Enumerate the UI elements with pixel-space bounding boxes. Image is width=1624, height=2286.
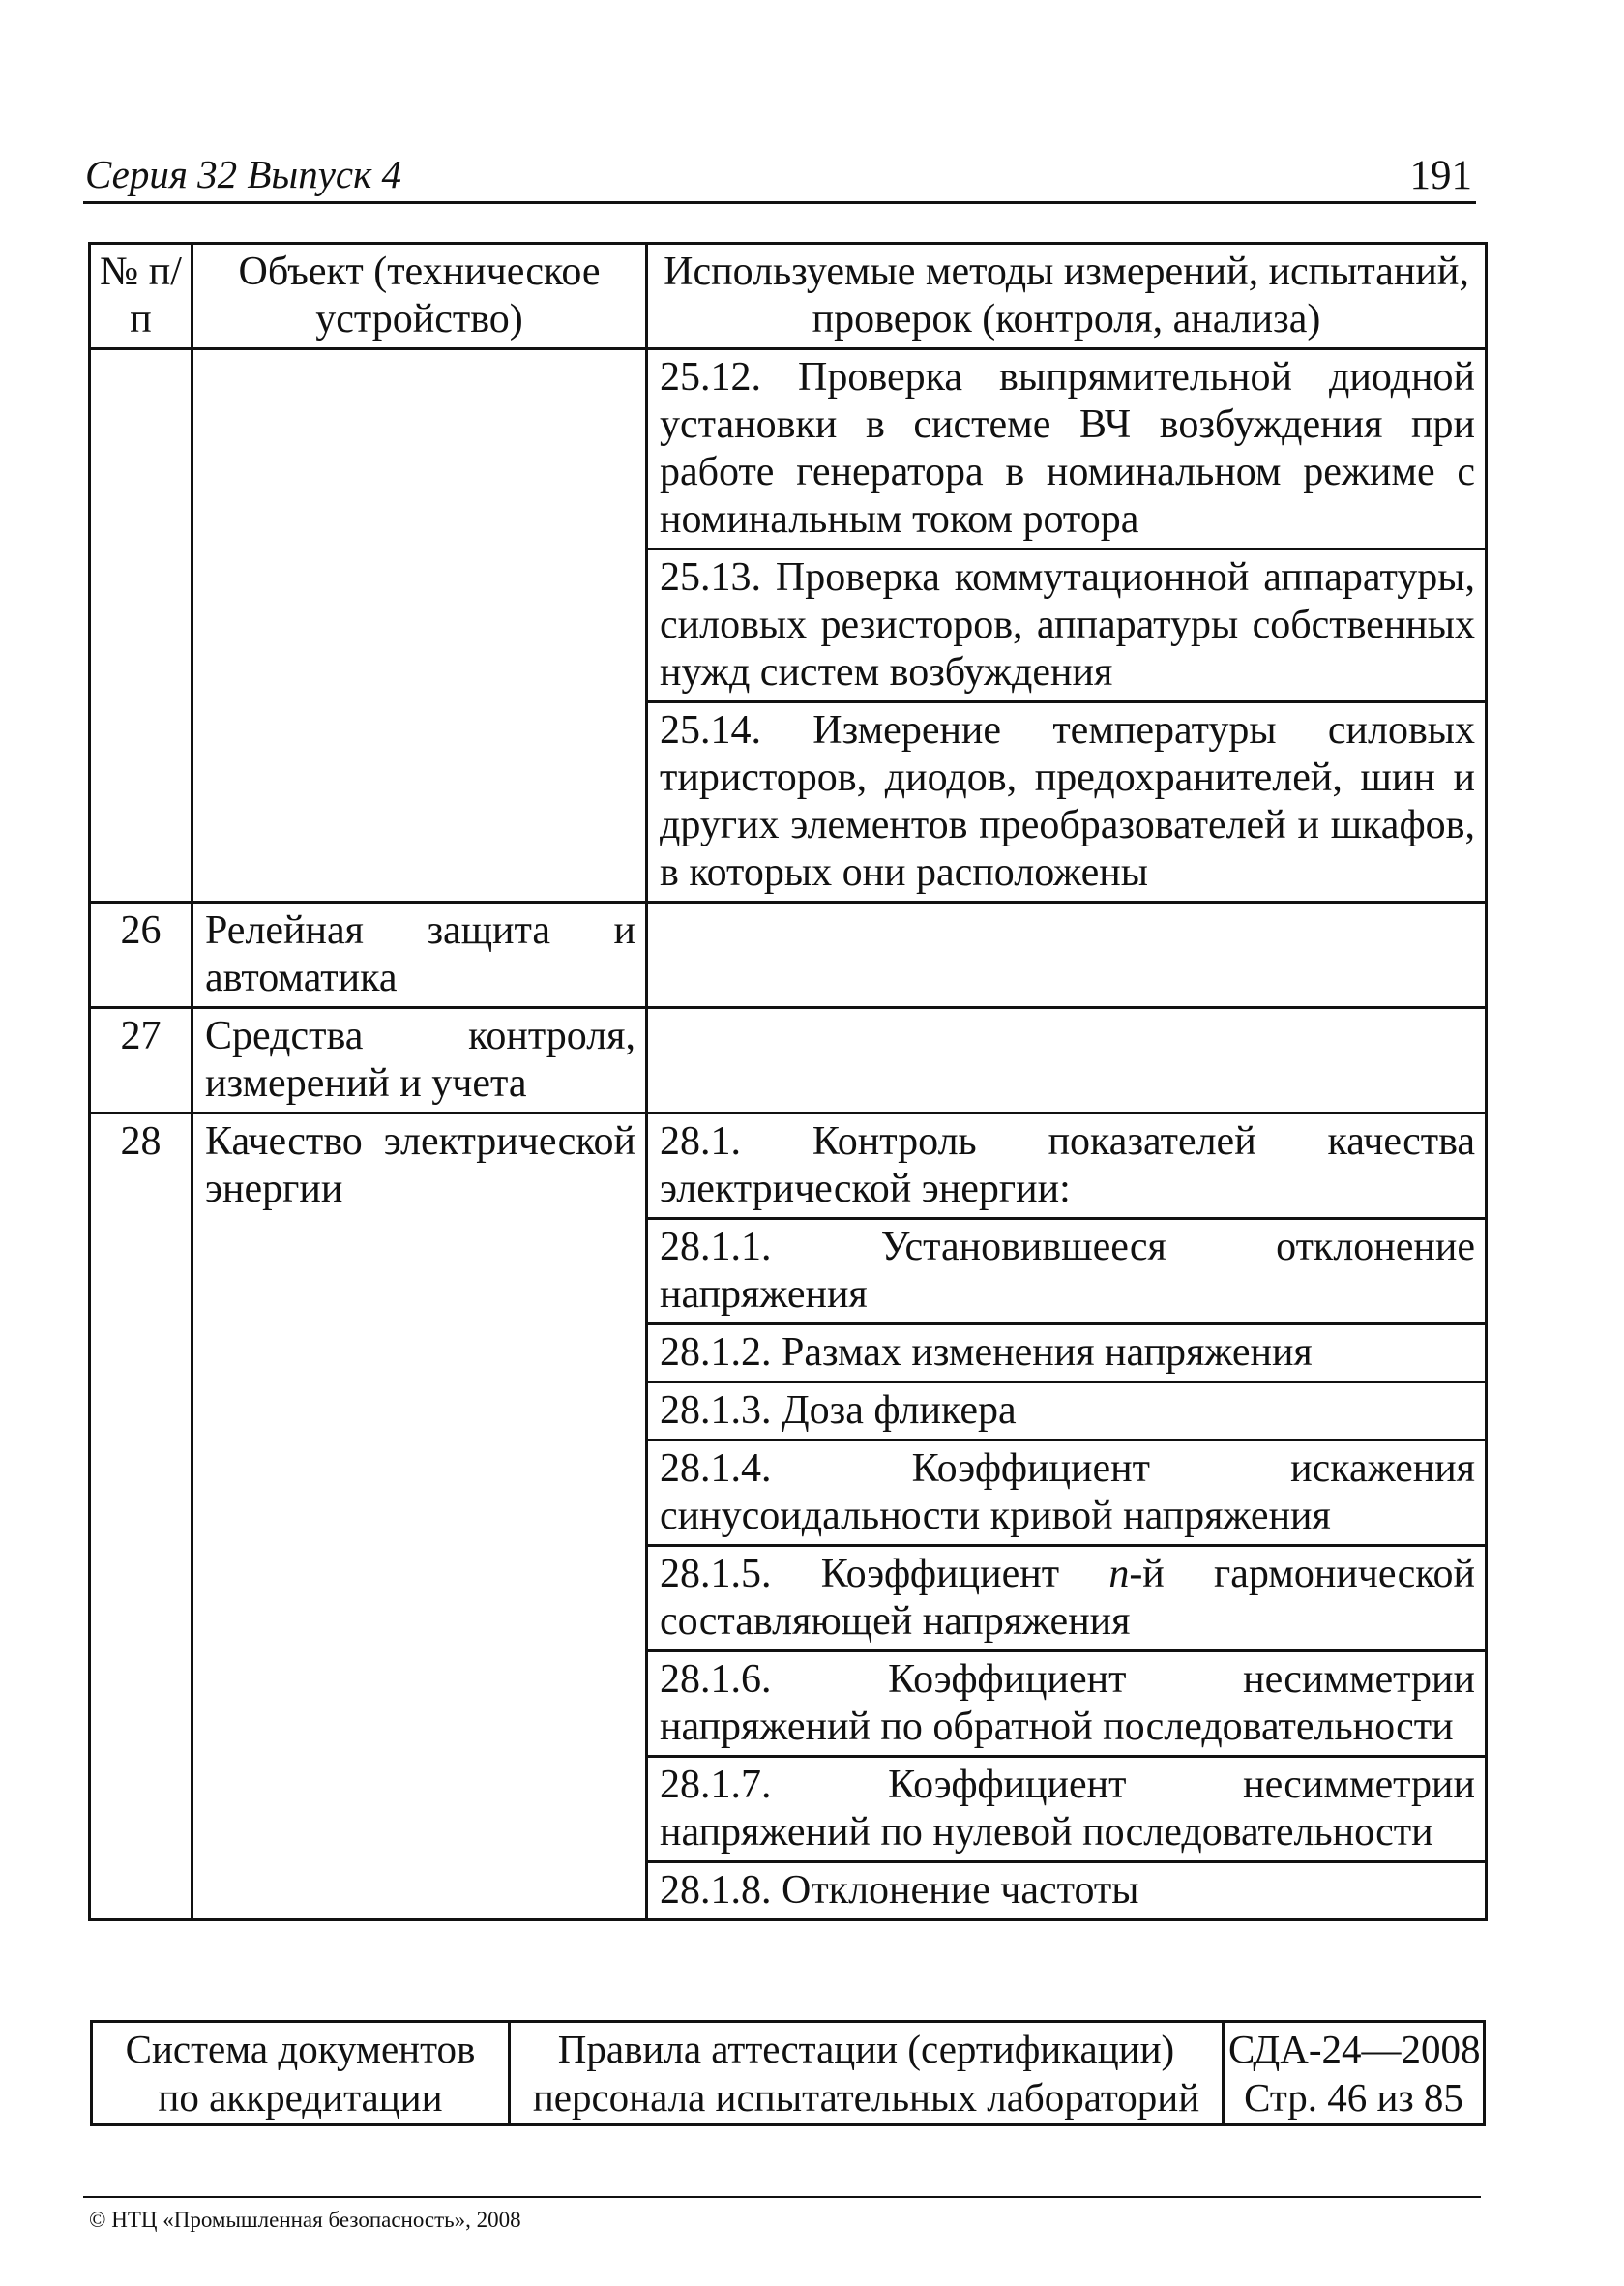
method-28-1-3: 28.1.3. Доза фликера (647, 1382, 1487, 1440)
method-28-1-5 (647, 1546, 1487, 1651)
footer-divider (83, 2196, 1481, 2198)
page-header (83, 145, 1476, 204)
column-header-methods: Используемые методы измерений, испытаний, проверок (контроля, анализа) (647, 244, 1487, 349)
row-number-28: 28 (90, 1113, 192, 1920)
method-28-1-5-prefix: 28.1.5. Коэффициент (660, 1552, 1109, 1596)
object-relay-protection: Релейная защита и автоматика (192, 903, 647, 1008)
footer-system-line1: Система документов (125, 2027, 476, 2071)
document-footer-table (90, 2020, 1486, 2126)
footer-page-count: Стр. 46 из 85 (1244, 2075, 1463, 2120)
column-header-num: № п/п (90, 244, 192, 349)
table-header-row (90, 244, 1487, 349)
footer-rules (510, 2022, 1224, 2125)
series-title: Серия 32 Выпуск 4 (85, 152, 402, 196)
method-28-1-7: 28.1.7. Коэффициент несимметрии напряжений по нулевой последовательности (647, 1757, 1487, 1862)
method-28-1: 28.1. Контроль показателей качества электрической энергии: (647, 1113, 1487, 1219)
method-28-1-1: 28.1.1. Установившееся отклонение напряжения (647, 1219, 1487, 1324)
footer-rules-line1: Правила аттестации (сертификации) (557, 2027, 1175, 2071)
page-number: 191 (1409, 153, 1472, 198)
method-28-1-2: 28.1.2. Размах изменения напряжения (647, 1324, 1487, 1382)
table-row (90, 349, 1487, 549)
table-cell-empty (647, 1008, 1487, 1113)
footer-system (92, 2022, 510, 2125)
method-25-14: 25.14. Измерение температуры силовых тиристоров, диодов, предохранителей, шин и других элементов преобразователей и шкафов, в которых они расположены (647, 702, 1487, 903)
method-28-1-5-suffix: -й гармонической составляющей напряжения (660, 1552, 1475, 1644)
column-header-object: Объект (техническое устройство) (192, 244, 647, 349)
table-cell-empty (647, 903, 1487, 1008)
method-28-1-6: 28.1.6. Коэффициент несимметрии напряжений по обратной последовательности (647, 1651, 1487, 1757)
table-row-28 (90, 1113, 1487, 1219)
object-power-quality: Качество электрической энергии (192, 1113, 647, 1920)
method-28-1-8: 28.1.8. Отклонение частоты (647, 1862, 1487, 1920)
table-row-26 (90, 903, 1487, 1008)
method-28-1-4: 28.1.4. Коэффициент искажения синусоидальности кривой напряжения (647, 1440, 1487, 1546)
table-row-27 (90, 1008, 1487, 1113)
method-25-12: 25.12. Проверка выпрямительной диодной установки в системе ВЧ возбуждения при работе генератора в номинальном режиме с номинальным током ротора (647, 349, 1487, 549)
row-number-27: 27 (90, 1008, 192, 1113)
object-control-means: Средства контроля, измерений и учета (192, 1008, 647, 1113)
footer-system-line2: по аккредитации (158, 2075, 443, 2120)
methods-table (88, 242, 1488, 1921)
table-cell-num (90, 349, 192, 903)
copyright-notice: © НТЦ «Промышленная безопасность», 2008 (89, 2208, 521, 2232)
row-number-26: 26 (90, 903, 192, 1008)
footer-rules-line2: персонала испытательных лабораторий (532, 2075, 1200, 2120)
footer-doc-info (1224, 2022, 1485, 2125)
method-28-1-5-n: n (1108, 1552, 1130, 1596)
table-cell-object (192, 349, 647, 903)
footer-doc-code: СДА-24—2008 (1228, 2027, 1481, 2071)
method-25-13: 25.13. Проверка коммутационной аппаратуры, силовых резисторов, аппаратуры собственных нужд систем возбуждения (647, 549, 1487, 702)
